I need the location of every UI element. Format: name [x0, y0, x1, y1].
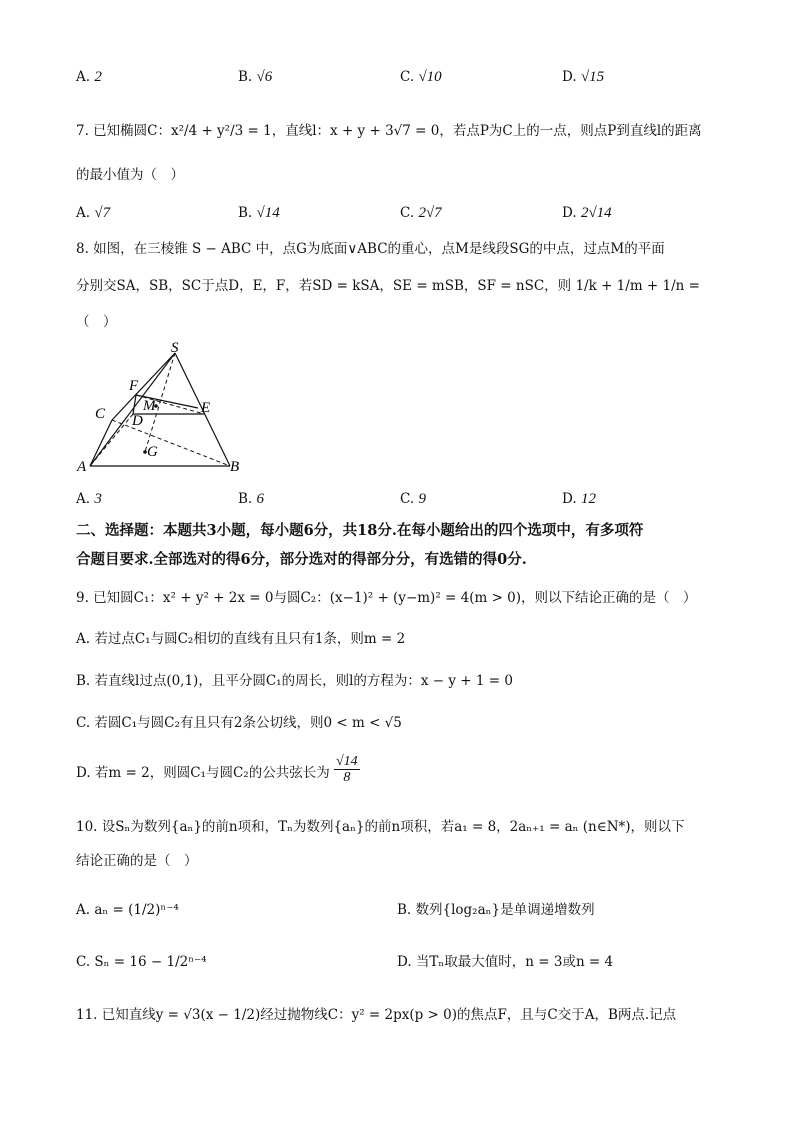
q6-option-c: C. √10 — [400, 69, 442, 85]
q6-option-b: B. √6 — [238, 69, 273, 85]
q10-option-d: D. 当Tₙ取最大值时，n = 3或n = 4 — [397, 954, 614, 970]
q9-option-c: C. 若圆C₁与圆C₂有且只有2条公切线，则0 < m < √5 — [76, 715, 402, 731]
q11-stem-line1: 11. 已知直线y = √3(x − 1/2)经过抛物线C：y² = 2px(p > 0)的焦点F，且与C交于A，B两点.记点 — [76, 1007, 677, 1023]
q8-stem-line3: （ ） — [76, 314, 117, 330]
q10-option-c: C. Sₙ = 16 − 1/2ⁿ⁻⁴ — [76, 954, 207, 970]
q9-option-b: B. 若直线l过点(0,1)，且平分圆C₁的周长，则l的方程为：x − y + 1 = 0 — [76, 673, 513, 689]
q9-option-a: A. 若过点C₁与圆C₂相切的直线有且只有1条，则m = 2 — [76, 631, 406, 647]
section2-heading-line2: 合题目要求.全部选对的得6分，部分选对的得部分分，有选错的得0分. — [76, 551, 527, 568]
section2-heading-line1: 二、选择题：本题共3小题，每小题6分，共18分.在每小题给出的四个选项中，有多项符 — [76, 522, 644, 539]
label-m: M — [143, 398, 156, 414]
label-s: S — [171, 340, 179, 356]
q7-stem-line1: 7. 已知椭圆C：x²/4 + y²/3 = 1，直线l：x + y + 3√7 = 0，若点P为C上的一点，则点P到直线l的距离 — [76, 123, 702, 139]
q8-option-d: D. 12 — [562, 491, 596, 507]
q9-option-d: D. 若m = 2，则圆C₁与圆C₂的公共弦长为 $\frac{√14}{8}$ — [76, 754, 358, 785]
q8-option-a: A. 3 — [76, 491, 102, 507]
q10-stem-line1: 10. 设Sₙ为数列{aₙ}的前n项和，Tₙ为数列{aₙ}的前n项积，若a₁ = 8，2aₙ₊₁ = aₙ (n∈N*)，则以下 — [76, 819, 685, 835]
q7-stem-line2: 的最小值为（ ） — [76, 167, 184, 183]
q7-option-a: A. √7 — [76, 205, 111, 221]
q7-option-b: B. √14 — [238, 205, 280, 221]
q8-tetrahedron-figure — [70, 340, 260, 480]
q10-option-b: B. 数列{log₂aₙ}是单调递增数列 — [397, 902, 595, 918]
label-c: C — [95, 406, 106, 422]
q7-option-c: C. 2√7 — [400, 205, 442, 221]
q9-stem: 9. 已知圆C₁：x² + y² + 2x = 0与圆C₂：(x−1)² + (y−m)² = 4(m > 0)，则以下结论正确的是（ ） — [76, 590, 697, 606]
label-d: D — [132, 413, 143, 429]
q7-option-d: D. 2√14 — [562, 205, 612, 221]
q8-stem-line1: 8. 如图，在三棱锥 S − ABC 中，点G为底面∨ABC的重心，点M是线段SG的中点，过点M的平面 — [76, 241, 665, 257]
label-f: F — [129, 378, 139, 394]
q8-stem-line2: 分别交SA，SB，SC于点D，E，F，若SD = kSA，SE = mSB，SF = nSC，则 1/k + 1/m + 1/n = — [76, 278, 700, 294]
label-e: E — [201, 400, 211, 416]
label-a: A — [77, 459, 87, 475]
label-b: B — [230, 459, 240, 475]
q8-option-b: B. 6 — [238, 491, 265, 507]
q6-option-d: D. √15 — [562, 69, 605, 85]
q9-d-numerator: √14 — [336, 754, 358, 769]
q8-option-c: C. 9 — [400, 491, 426, 507]
q6-option-a: A. 2 — [76, 69, 102, 85]
q10-stem-line2: 结论正确的是（ ） — [76, 853, 198, 869]
label-g: G — [147, 444, 158, 460]
q10-option-a: A. aₙ = (1/2)ⁿ⁻⁴ — [76, 902, 179, 918]
q9-d-denominator: 8 — [343, 770, 351, 785]
